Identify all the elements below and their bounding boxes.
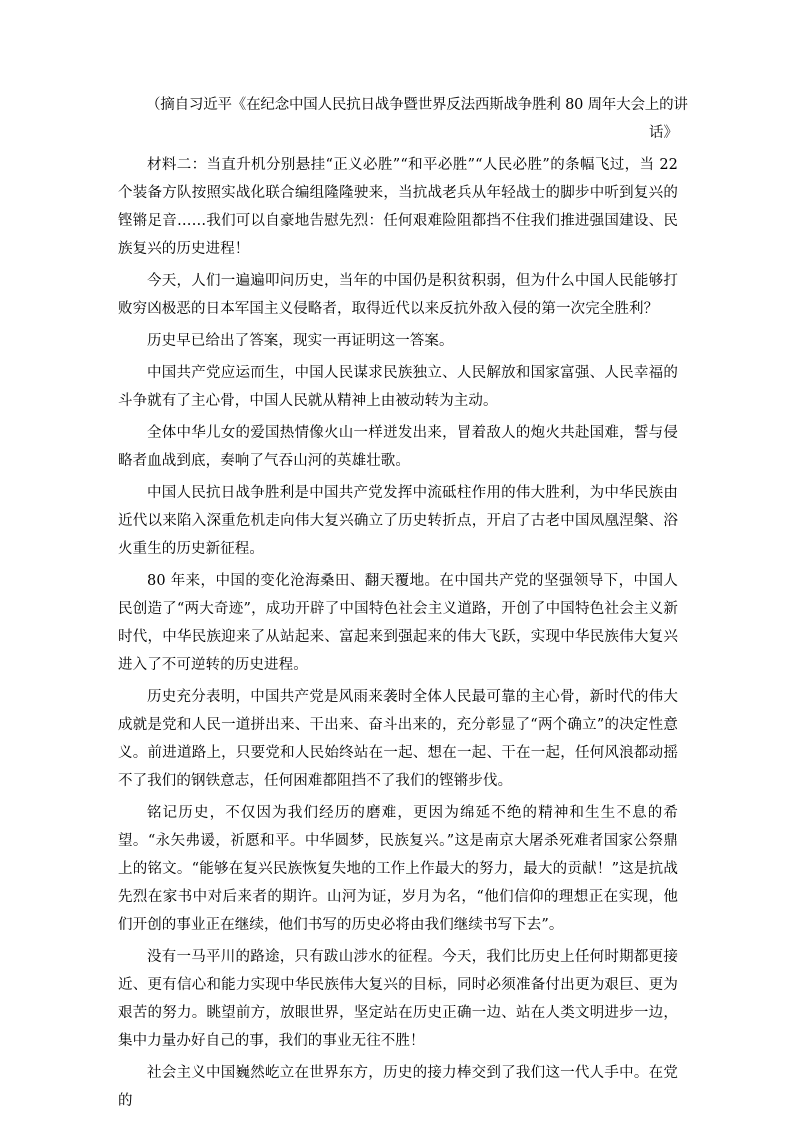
paragraph-patriotism: 全体中华儿女的爱国热情像火山一样迸发出来，冒着敌人的炮火共赴国难，誓与侵略者血战到底，奏响了气吞山河的英雄壮歌。	[118, 425, 678, 469]
source-citation	[118, 91, 688, 147]
source-citation-line-2: 话》	[649, 125, 678, 141]
source-citation-line-1: （摘自习近平《在纪念中国人民抗日战争暨世界反法西斯战争胜利 80 周年大会上的讲	[146, 97, 688, 113]
paragraph-remember-history: 铭记历史，不仅因为我们经历的磨难，更因为绵延不绝的精神和生生不息的希望。“永矢弗谖，祈愿和平。中华圆梦，民族复兴。”这是南京大屠杀死难者国家公祭鼎上的铭文。“能够在复兴民族恢复失地的工作上作最大的努力，最大的贡献！”这是抗战先烈在家书中对后来者的期许。山河为证，岁月为名，“他们信仰的理想正在实现，他们开创的事业正在继续，他们书写的历史必将由我们继续书写下去”。	[118, 805, 678, 933]
paragraph-victory-significance: 中国人民抗日战争胜利是中国共产党发挥中流砥柱作用的伟大胜利，为中华民族由近代以来陷入深重危机走向伟大复兴确立了历史转折点，开启了古老中国凤凰涅槃、浴火重生的历史新征程。	[118, 485, 678, 557]
paragraph-material-two: 材料二：当直升机分别悬挂“正义必胜”“和平必胜”“人民必胜”的条幅飞过，当 22 个装备方队按照实战化联合编组隆隆驶来，当抗战老兵从年轻战士的脚步中听到复兴的铿锵足音……我们可以自豪地告慰先烈：任何艰难险阻都挡不住我们推进强国建设、民族复兴的历史进程！	[118, 157, 678, 257]
document-body	[118, 91, 688, 1115]
paragraph-history-shows: 历史充分表明，中国共产党是风雨来袭时全体人民最可靠的主心骨，新时代的伟大成就是党和人民一道拼出来、干出来、奋斗出来的，充分彰显了“两个确立”的决定性意义。前进道路上，只要党和人民始终站在一起、想在一起、干在一起，任何风浪都动摇不了我们的钢铁意志，任何困难都阻挡不了我们的铿锵步伐。	[118, 689, 678, 789]
paragraph-eighty-years: 80 年来，中国的变化沧海桑田、翻天覆地。在中国共产党的坚强领导下，中国人民创造了“两大奇迹”，成功开辟了中国特色社会主义道路，开创了中国特色社会主义新时代，中华民族迎来了从站起来、富起来到强起来的伟大飞跃，实现中华民族伟大复兴进入了不可逆转的历史进程。	[118, 573, 678, 673]
paragraph-answer: 历史早已给出了答案，现实一再证明这一答案。	[147, 333, 454, 349]
paragraph-party-founding: 中国共产党应运而生，中国人民谋求民族独立、人民解放和国家富强、人民幸福的斗争就有了主心骨，中国人民就从精神上由被动转为主动。	[118, 365, 678, 409]
paragraph-relay-baton: 社会主义中国巍然屹立在世界东方，历史的接力棒交到了我们这一代人手中。在党的	[118, 1065, 678, 1109]
paragraph-no-easy-road: 没有一马平川的路途，只有跋山涉水的征程。今天，我们比历史上任何时期都更接近、更有信心和能力实现中华民族伟大复兴的目标，同时必须准备付出更为艰巨、更为艰苦的努力。眺望前方，放眼世界，坚定站在历史正确一边、站在人类文明进步一边，集中力量办好自己的事，我们的事业无往不胜！	[118, 949, 678, 1049]
paragraph-question: 今天，人们一遍遍叩问历史，当年的中国仍是积贫积弱，但为什么中国人民能够打败穷凶极恶的日本军国主义侵略者，取得近代以来反抗外敌入侵的第一次完全胜利？	[118, 273, 678, 317]
